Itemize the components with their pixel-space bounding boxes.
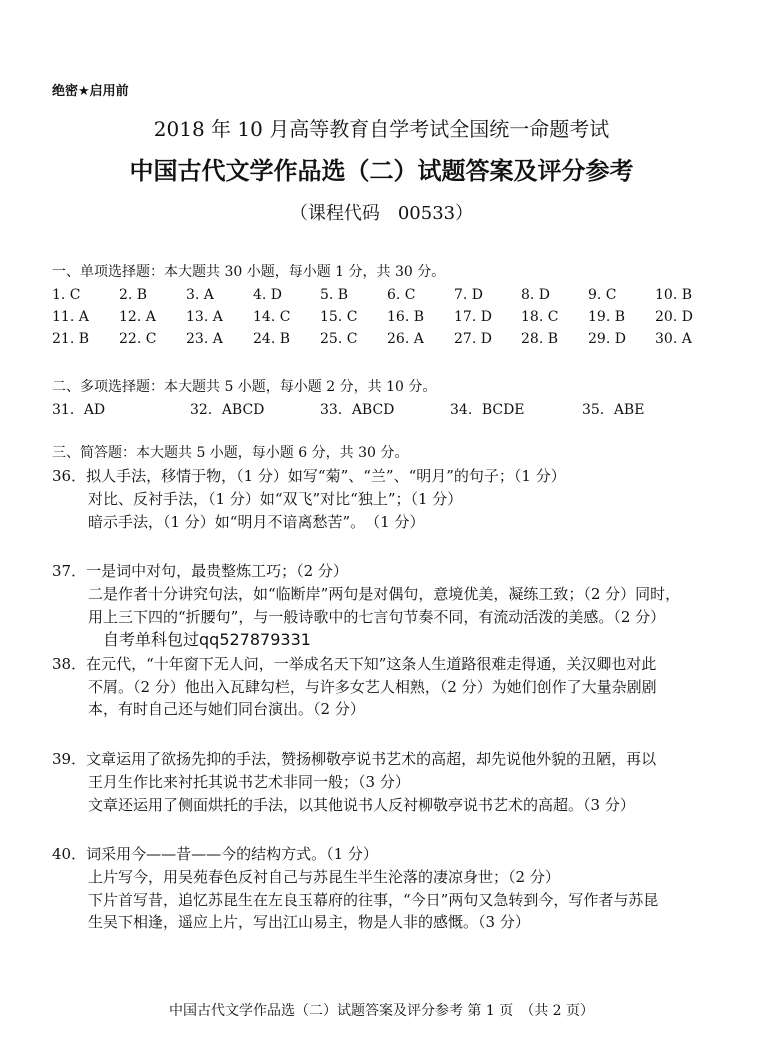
q37-line: 37．一是词中对句，最贵整炼工巧；（2 分） [52,562,348,580]
answer-item: 13. A [186,309,223,325]
q39-line: 文章还运用了侧面烘托的手法，以其他说书人反衬柳敬亭说书艺术的高超。（3 分） [88,796,635,814]
q38-line: 不屑。（2 分）他出入瓦肆勾栏，与许多女艺人相熟，（2 分）为她们创作了大量杂剧剧 [88,678,657,696]
q39-line: 王月生作比来衬托其说书艺术非同一般；（3 分） [88,773,410,791]
answer-item: 20. D [655,309,693,325]
answer-item: 30. A [655,331,692,347]
document-title: 中国古代文学作品选（二）试题答案及评分参考 [129,156,634,185]
answer-item: 7. D [454,287,484,303]
q36-line: 暗示手法，（1 分）如“明月不谙离愁苦”。 （1 分） [88,513,425,531]
answer-item: 33．ABCD [320,402,395,418]
section3-heading: 三、简答题：本大题共 5 小题，每小题 6 分，共 30 分。 [52,445,409,461]
q40-line: 40．词采用今——昔——今的结构方式。（1 分） [52,845,378,863]
answer-item: 32．ABCD [190,402,265,418]
page-footer: 中国古代文学作品选（二）试题答案及评分参考 第 1 页 （共 2 页） [168,1003,595,1019]
q37-line: 用上三下四的“折腰句”，与一般诗歌中的七言句节奏不同，有流动活泼的美感。（2 分） [88,608,666,626]
q39-line: 39．文章运用了欲扬先抑的手法，赞扬柳敬亭说书艺术的高超，却先说他外貌的丑陋，再以 [52,750,657,768]
answer-item: 18. C [521,309,559,325]
answer-item: 17. D [454,309,492,325]
answer-item: 16. B [387,309,425,325]
q37-line: 二是作者十分讲究句法，如“临断岸”两句是对偶句，意境优美，凝练工致；（2 分）同时， [88,585,681,603]
section1-heading: 一、单项选择题：本大题共 30 小题，每小题 1 分，共 30 分。 [52,264,446,280]
answer-item: 19. B [588,309,626,325]
q36-line: 36．拟人手法，移情于物，（1 分）如写“菊”、“兰”、“明月”的句子；（1 分） [52,467,566,485]
answer-item: 11. A [52,309,89,325]
answer-item: 21. B [52,331,90,347]
exam-title: 2018 年 10 月高等教育自学考试全国统一命题考试 [153,117,610,141]
answer-item: 9. C [588,287,617,303]
q40-line: 生吴下相逢，遥应上片，写出江山易主，物是人非的感慨。（3 分） [88,913,530,931]
ad-text: 自考单科包过qq527879331 [103,630,311,649]
answer-item: 22. C [119,331,157,347]
answer-item: 35．ABE [582,402,645,418]
answer-item: 3. A [186,287,214,303]
answer-item: 26. A [387,331,424,347]
q38-line: 本，有时自己还与她们同台演出。（2 分） [88,700,365,718]
answer-item: 34．BCDE [450,402,525,418]
answer-item: 15. C [320,309,358,325]
answer-item: 29. D [588,331,626,347]
answer-item: 12. A [119,309,156,325]
answer-item: 23. A [186,331,223,347]
confidential-label: 绝密★启用前 [52,84,129,99]
answer-item: 27. D [454,331,492,347]
answer-item: 31．AD [52,402,106,418]
course-code: （课程代码 00533） [289,203,474,224]
q36-line: 对比、反衬手法，（1 分）如“双飞”对比“独上”；（1 分） [88,490,463,508]
answer-item: 1. C [52,287,81,303]
answer-item: 6. C [387,287,416,303]
answer-item: 10. B [655,287,693,303]
answer-item: 25. C [320,331,358,347]
answer-item: 14. C [253,309,291,325]
section2-heading: 二、多项选择题：本大题共 5 小题，每小题 2 分，共 10 分。 [52,379,437,395]
q40-line: 上片写今，用吴苑春色反衬自己与苏昆生半生沦落的凄凉身世；（2 分） [88,868,560,886]
answer-item: 8. D [521,287,551,303]
q40-line: 下片首写昔，追忆苏昆生在左良玉幕府的往事，“今日”两句又急转到今，写作者与苏昆 [88,891,659,909]
answer-item: 5. B [320,287,349,303]
answer-item: 4. D [253,287,283,303]
answer-item: 24. B [253,331,291,347]
q38-line: 38．在元代，“十年窗下无人问，一举成名天下知”这条人生道路很难走得通，关汉卿也对此 [52,655,657,673]
answer-item: 2. B [119,287,148,303]
answer-item: 28. B [521,331,559,347]
